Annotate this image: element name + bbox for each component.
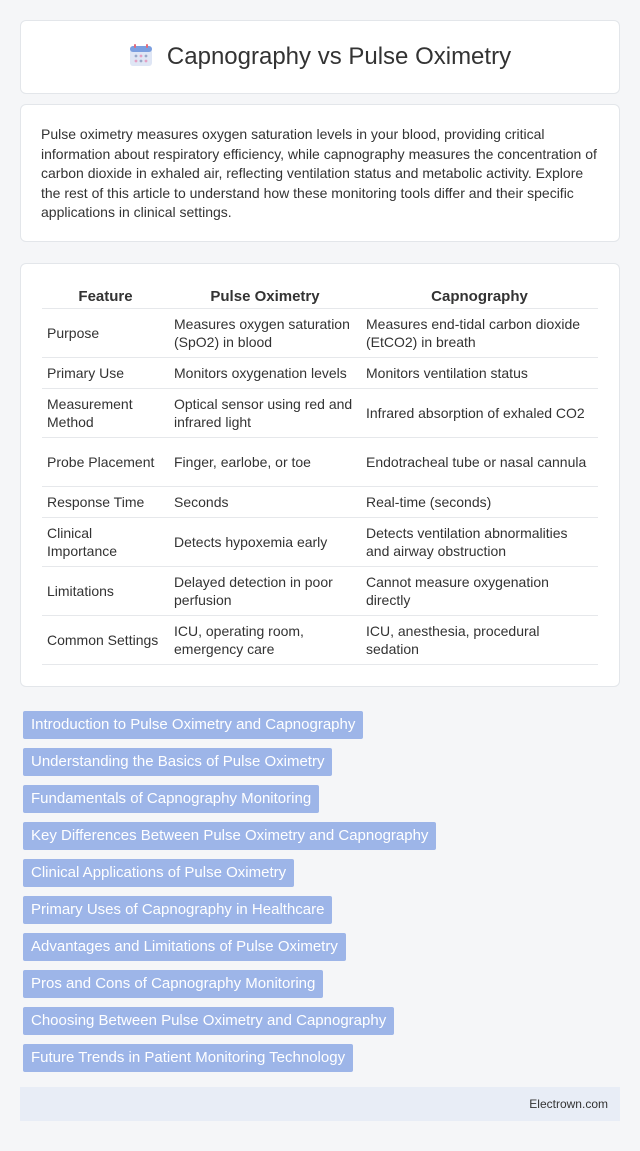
table-cell: Detects hypoxemia early (169, 518, 361, 567)
table-cell: Detects ventilation abnormalities and airway obstruction (361, 518, 598, 567)
table-cell: Clinical Importance (42, 518, 169, 567)
table-cell: Response Time (42, 487, 169, 518)
toc-link[interactable]: Clinical Applications of Pulse Oximetry (23, 859, 294, 887)
column-header: Pulse Oximetry (169, 284, 361, 309)
table-row (42, 518, 598, 567)
page-title: Capnography vs Pulse Oximetry (166, 43, 512, 70)
table-of-contents (23, 711, 617, 1081)
table-cell: Optical sensor using red and infrared light (169, 389, 361, 438)
toc-link[interactable]: Choosing Between Pulse Oximetry and Capnography (23, 1007, 394, 1035)
title-wrap (129, 43, 511, 72)
table-cell: Measurement Method (42, 389, 169, 438)
table-cell: Measures end-tidal carbon dioxide (EtCO2) in breath (361, 309, 598, 358)
toc-link[interactable]: Understanding the Basics of Pulse Oximetry (23, 748, 332, 776)
comparison-table-card (20, 263, 620, 687)
table-cell: Endotracheal tube or nasal cannula (361, 438, 598, 487)
table-cell: Infrared absorption of exhaled CO2 (361, 389, 598, 438)
table-cell: Measures oxygen saturation (SpO2) in blood (169, 309, 361, 358)
table-cell: Common Settings (42, 616, 169, 665)
table-row (42, 358, 598, 389)
toc-link[interactable]: Advantages and Limitations of Pulse Oximetry (23, 933, 346, 961)
table-cell: ICU, operating room, emergency care (169, 616, 361, 665)
table-cell: Monitors ventilation status (361, 358, 598, 389)
table-row (42, 487, 598, 518)
intro-paragraph: Pulse oximetry measures oxygen saturation levels in your blood, providing critical information about respiratory efficiency, while capnography measures the concentration of carbon dioxide in exhaled air, reflecting ventilation status and metabolic activity. Explore the rest of this article to understand how these monitoring tools differ and their specific applications in clinical settings. (41, 126, 597, 221)
footer-site-name: Electrown.com (529, 1097, 608, 1111)
comparison-table (42, 284, 598, 665)
table-cell: Limitations (42, 567, 169, 616)
table-cell: Primary Use (42, 358, 169, 389)
toc-link[interactable]: Future Trends in Patient Monitoring Technology (23, 1044, 353, 1072)
table-row (42, 616, 598, 665)
table-cell: Delayed detection in poor perfusion (169, 567, 361, 616)
table-cell: Cannot measure oxygenation directly (361, 567, 598, 616)
table-cell: Monitors oxygenation levels (169, 358, 361, 389)
table-cell: Real-time (seconds) (361, 487, 598, 518)
table-cell: Finger, earlobe, or toe (169, 438, 361, 487)
toc-link[interactable]: Primary Uses of Capnography in Healthcare (23, 896, 332, 924)
toc-link[interactable]: Fundamentals of Capnography Monitoring (23, 785, 319, 813)
table-cell: Purpose (42, 309, 169, 358)
toc-link[interactable]: Key Differences Between Pulse Oximetry and Capnography (23, 822, 436, 850)
calendar-grid-icon (129, 43, 153, 72)
table-cell: Seconds (169, 487, 361, 518)
table-cell: ICU, anesthesia, procedural sedation (361, 616, 598, 665)
table-row (42, 309, 598, 358)
toc-link[interactable]: Introduction to Pulse Oximetry and Capnography (23, 711, 363, 739)
footer (20, 1087, 620, 1121)
column-header: Capnography (361, 284, 598, 309)
table-row (42, 438, 598, 487)
intro-card (20, 104, 620, 242)
table-cell: Probe Placement (42, 438, 169, 487)
table-header-row (42, 284, 598, 309)
header-card (20, 20, 620, 94)
table-row (42, 389, 598, 438)
toc-link[interactable]: Pros and Cons of Capnography Monitoring (23, 970, 323, 998)
table-row (42, 567, 598, 616)
column-header: Feature (42, 284, 169, 309)
